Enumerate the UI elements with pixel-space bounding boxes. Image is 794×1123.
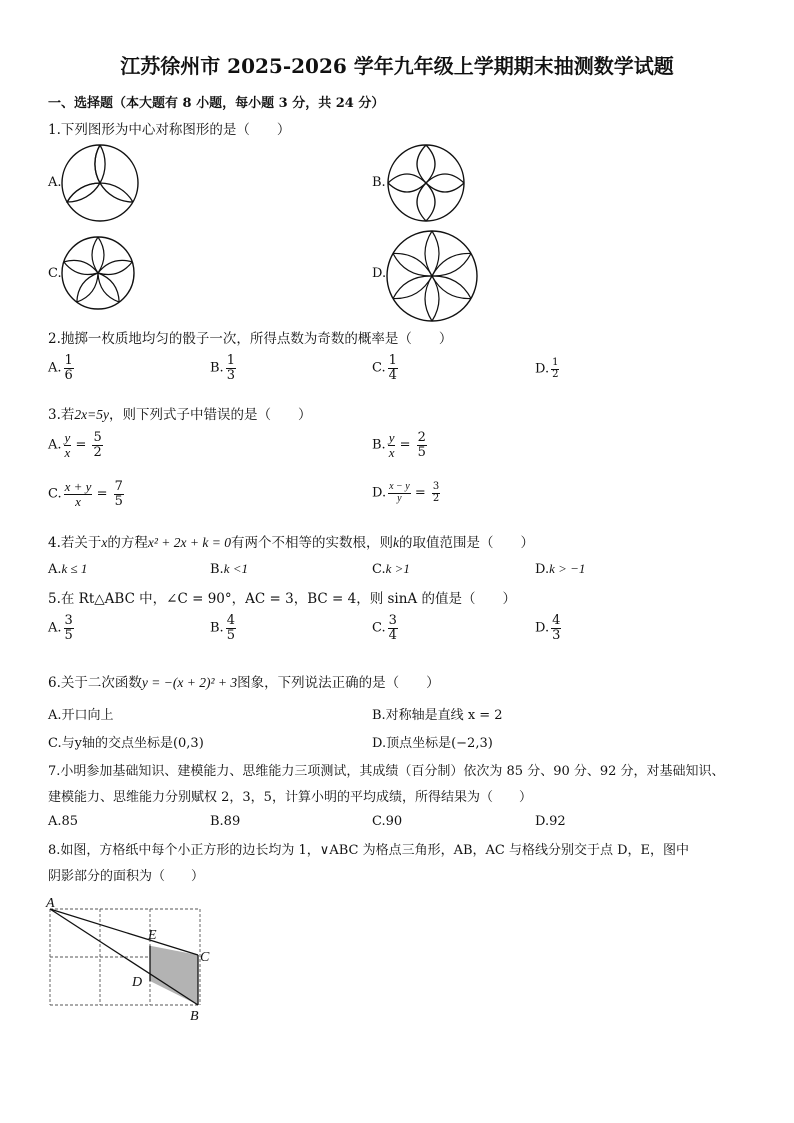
q3-option-a: A. $\frac{y}{x}$ = $\frac{5}{2}$ <box>48 430 102 460</box>
q6-option-c: C.与y轴的交点坐标是(0,3) <box>48 736 204 751</box>
q2-option-a: A. $\frac{1}{6}$ <box>48 353 73 383</box>
q3-option-c: C. $\frac{x + y}{x}$ = $\frac{7}{5}$ <box>48 479 123 509</box>
q1-figure-d <box>385 229 479 323</box>
q6-option-d: D.顶点坐标是(−2,3) <box>372 736 493 751</box>
q8-stem-line2: 阴影部分的面积为（ ） <box>48 869 205 884</box>
q5-stem: 5.在 Rt△ABC 中，∠C = 90°，AC = 3，BC = 4，则 sinA 的值是（ ） <box>48 591 516 607</box>
q8-label-a: A <box>46 896 55 911</box>
q1-figure-a <box>60 143 140 223</box>
section-heading: 一、选择题（本大题有 8 小题，每小题 3 分，共 24 分） <box>48 96 385 111</box>
q7-option-c: C.90 <box>372 814 403 829</box>
q4-option-c: C.k >1 <box>372 561 410 577</box>
q1-figure-c <box>60 235 136 311</box>
q7-option-a: A.85 <box>48 814 79 829</box>
q1-option-a-label: A. <box>48 175 62 190</box>
q6-stem: 6.关于二次函数y = −(x + 2)² + 3图象，下列说法正确的是（ ） <box>48 675 440 691</box>
q4-option-b: B.k <1 <box>210 561 248 577</box>
q1-option-c-label: C. <box>48 266 62 281</box>
q8-grid-figure <box>40 893 210 1023</box>
q2-option-c: C. $\frac{1}{4}$ <box>372 353 397 383</box>
q6-option-a: A.开口向上 <box>48 708 114 723</box>
q5-option-d: D. $\frac{4}{3}$ <box>535 613 561 643</box>
page-title: 江苏徐州市 2025-2026 学年九年级上学期期末抽测数学试题 <box>120 54 674 78</box>
q8-label-b: B <box>190 1009 199 1023</box>
q4-option-a: A.k ≤ 1 <box>48 561 88 577</box>
q5-option-c: C. $\frac{3}{4}$ <box>372 613 397 643</box>
q1-option-b-label: B. <box>372 175 386 190</box>
q1-option-d-label: D. <box>372 266 387 281</box>
q8-label-d: D <box>132 975 143 990</box>
q3-option-d: D. $\frac{x - y}{y}$ = $\frac{3}{2}$ <box>372 481 440 504</box>
q1-stem: 1.下列图形为中心对称图形的是（ ） <box>48 122 291 138</box>
q3-stem: 3.若2x=5y，则下列式子中错误的是（ ） <box>48 407 312 423</box>
q4-option-d: D.k > −1 <box>535 561 586 577</box>
q6-option-b: B.对称轴是直线 x = 2 <box>372 708 503 723</box>
q8-label-e: E <box>148 928 157 943</box>
q4-stem: 4.若关于x的方程x² + 2x + k = 0有两个不相等的实数根，则k的取值范围是（ ） <box>48 535 534 551</box>
q5-option-b: B. $\frac{4}{5}$ <box>210 613 235 643</box>
q8-stem-line1: 8.如图，方格纸中每个小正方形的边长均为 1，∨ABC 为格点三角形，AB，AC 与格线分别交于点 D，E，图中 <box>48 843 690 858</box>
q7-stem-line2: 建模能力、思维能力分别赋权 2，3，5，计算小明的平均成绩，所得结果为（ ） <box>48 790 532 805</box>
q2-stem: 2.抛掷一枚质地均匀的骰子一次，所得点数为奇数的概率是（ ） <box>48 331 453 347</box>
q1-figure-b <box>386 143 466 223</box>
q7-stem-line1: 7.小明参加基础知识、建模能力、思维能力三项测试，其成绩（百分制）依次为 85 分、90 分、92 分，对基础知识、 <box>48 764 725 779</box>
q3-option-b: B. $\frac{y}{x}$ = $\frac{2}{5}$ <box>372 430 426 460</box>
q7-option-d: D.92 <box>535 814 566 829</box>
q8-label-c: C <box>200 950 210 965</box>
q5-option-a: A. $\frac{3}{5}$ <box>48 613 73 643</box>
q7-option-b: B.89 <box>210 814 241 829</box>
q8-shaded-region <box>150 946 198 1005</box>
q2-option-d: D. $\frac{1}{2}$ <box>535 357 559 380</box>
q2-option-b: B. $\frac{1}{3}$ <box>210 353 235 383</box>
